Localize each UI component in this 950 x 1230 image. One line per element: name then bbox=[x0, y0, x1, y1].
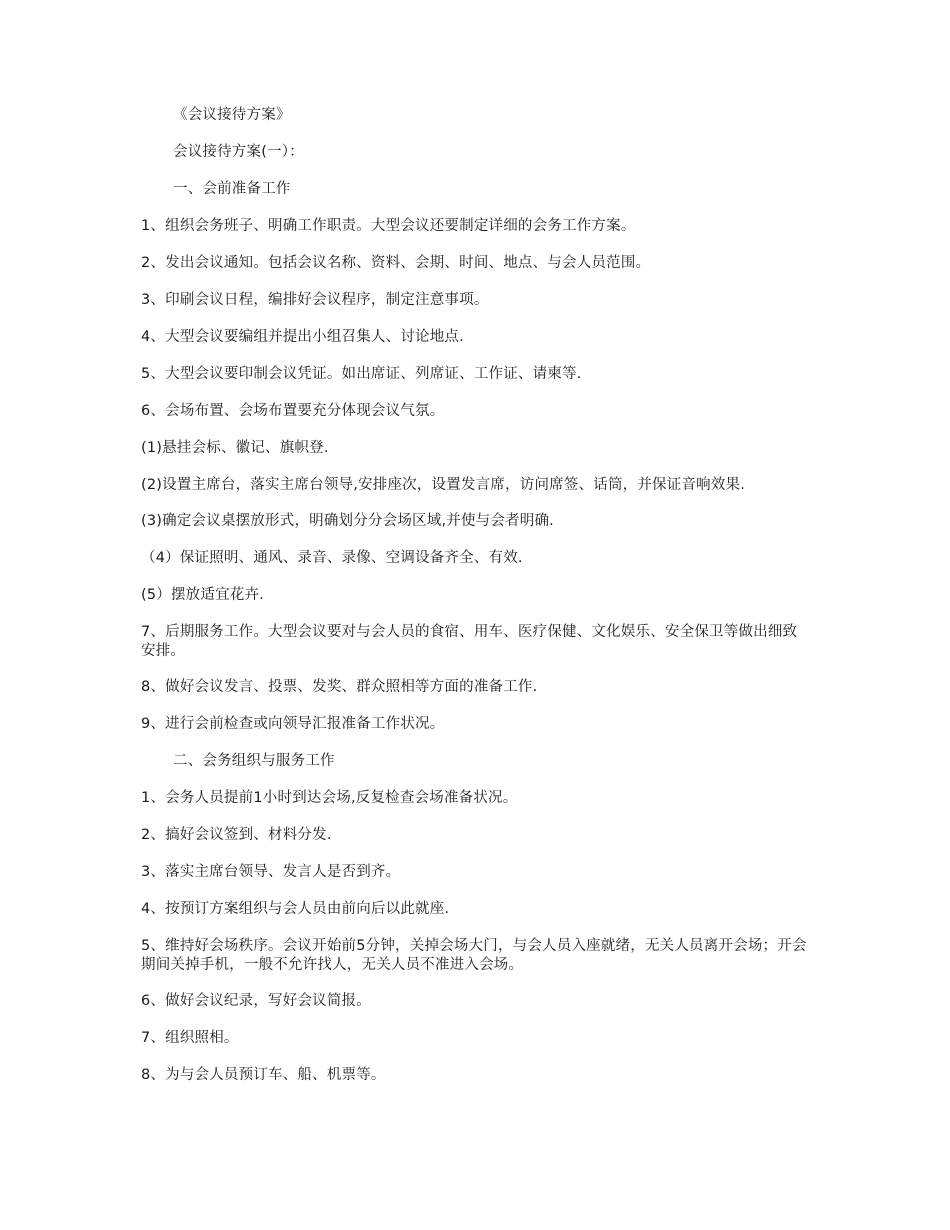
list-item: 4、按预订方案组织与会人员由前向后以此就座. bbox=[141, 901, 450, 917]
list-item: 9、进行会前检查或向领导汇报准备工作状况。 bbox=[141, 716, 445, 732]
document-title: 《会议接待方案》 bbox=[173, 107, 291, 123]
list-item: 6、会场布置、会场布置要充分体现会议气氛。 bbox=[141, 403, 445, 419]
list-item: 7、后期服务工作。大型会议要对与会人员的食宿、用车、医疗保健、文化娱乐、安全保卫等做出细致安排。 bbox=[141, 624, 798, 659]
list-item: 2、发出会议通知。包括会议名称、资料、会期、时间、地点、与会人员范围。 bbox=[141, 255, 651, 271]
list-item: 8、做好会议发言、投票、发奖、群众照相等方面的准备工作. bbox=[141, 679, 538, 695]
list-item: (1)悬挂会标、徽记、旗帜登. bbox=[141, 440, 329, 456]
section-heading-2: 二、会务组织与服务工作 bbox=[173, 753, 335, 769]
list-item: 6、做好会议纪录，写好会议简报。 bbox=[141, 993, 371, 1009]
document-body bbox=[141, 106, 811, 1103]
list-item: (2)设置主席台，落实主席台领导,安排座次，设置发言席，访问席签、话筒，并保证音响效果. bbox=[141, 477, 746, 493]
list-item: 5、大型会议要印制会议凭证。如出席证、列席证、工作证、请柬等. bbox=[141, 366, 582, 382]
list-item: (3)确定会议桌摆放形式，明确划分分会场区域,并使与会者明确. bbox=[141, 513, 554, 529]
list-item: 4、大型会议要编组并提出小组召集人、讨论地点. bbox=[141, 329, 464, 345]
list-item: 3、落实主席台领导、发言人是否到齐。 bbox=[141, 864, 401, 880]
list-item: 2、搞好会议签到、材料分发. bbox=[141, 827, 332, 843]
list-item: 8、为与会人员预订车、船、机票等。 bbox=[141, 1067, 386, 1083]
document-subtitle: 会议接待方案(一）： bbox=[173, 144, 304, 160]
list-item: 3、印刷会议日程，编排好会议程序，制定注意事项。 bbox=[141, 292, 489, 308]
list-item: (5）摆放适宜花卉. bbox=[141, 587, 264, 603]
section-heading-1: 一、会前准备工作 bbox=[173, 181, 291, 197]
list-item: （4）保证照明、通风、录音、录像、空调设备齐全、有效. bbox=[141, 550, 523, 566]
list-item: 1、会务人员提前1小时到达会场,反复检查会场准备状况。 bbox=[141, 790, 518, 806]
list-item: 1、组织会务班子、明确工作职责。大型会议还要制定详细的会务工作方案。 bbox=[141, 218, 636, 234]
list-item: 7、组织照相。 bbox=[141, 1030, 239, 1046]
list-item: 5、维持好会场秩序。会议开始前5分钟，关掉会场大门，与会人员入座就绪，无关人员离开会场；开会期间关掉手机，一般不允许找人，无关人员不准进入会场。 bbox=[141, 938, 807, 973]
